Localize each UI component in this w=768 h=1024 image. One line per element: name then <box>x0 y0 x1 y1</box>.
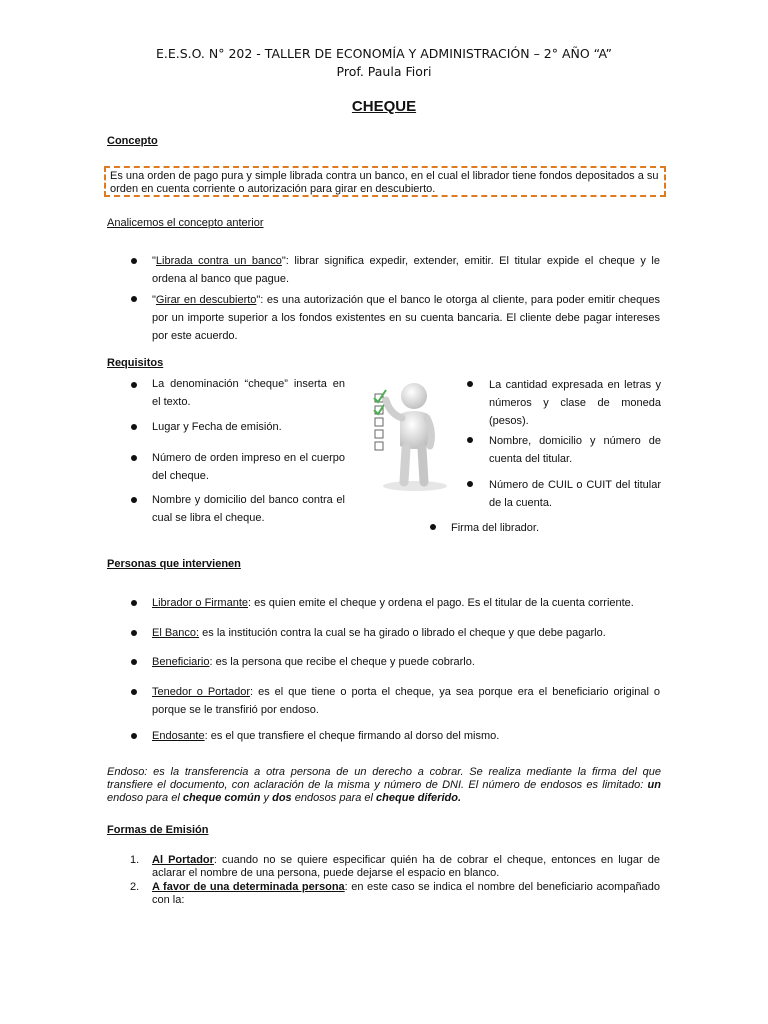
bullet <box>131 659 137 665</box>
requisito-right-1 <box>489 376 661 430</box>
analicemos-item-2: "Girar en descubierto": es una autorización que el banco le otorga al cliente, para poder emitir cheques por un importe superior a los fondos existentes en su cuenta bancaria. El cliente debe pagar intereses por este acuerdo. <box>152 294 660 342</box>
definition: : es quien emite el cheque y ordena el pago. Es el titular de la cuenta corriente. <box>248 597 634 609</box>
endoso-bold: un <box>647 779 661 791</box>
bullet <box>131 455 137 461</box>
forma-item-1 <box>152 854 660 880</box>
bullet <box>131 600 137 606</box>
term: Librada contra un banco <box>155 255 282 267</box>
requisito-left-3: Número de orden impreso en el cuerpo del cheque. <box>152 452 345 482</box>
endoso-bold: cheque común <box>182 792 261 804</box>
bullet <box>430 524 436 530</box>
bullet <box>131 733 137 739</box>
header-school-line: E.E.S.O. N° 202 - TALLER DE ECONOMÍA Y ADMINISTRACIÓN – 2° AÑO “A” <box>155 46 613 61</box>
bullet <box>131 689 137 695</box>
analicemos-item-1: "Librada contra un banco": librar significa expedir, extender, emitir. El titular expide el cheque y le ordena al banco que pague. <box>152 255 660 285</box>
term: El Banco: <box>152 627 200 639</box>
definition: : es el que tiene o porta el cheque, ya sea porque era el beneficiario original o porque se le transfirió por endoso. <box>152 686 661 716</box>
term: Endosante <box>152 730 205 742</box>
bullet <box>131 382 137 388</box>
forma-item-2 <box>152 881 660 907</box>
endoso-bold: dos <box>272 792 292 804</box>
bullet <box>131 497 137 503</box>
formas-heading: Formas de Emisión <box>107 824 209 836</box>
analicemos-heading: Analicemos el concepto anterior <box>107 217 264 229</box>
bullet <box>131 296 137 302</box>
endoso-paragraph <box>107 766 661 805</box>
requisito-right-2: Nombre, domicilio y número de cuenta del titular. <box>489 435 661 465</box>
definition: : es el que transfiere el cheque firmando al dorso del mismo. <box>204 730 500 742</box>
term: Al Portador <box>152 854 214 866</box>
term: Girar en descubierto <box>155 294 257 306</box>
definition: : en este caso se indica el nombre del beneficiario acompañado con la: <box>152 881 661 906</box>
concepto-heading: Concepto <box>107 135 158 147</box>
term: Tenedor o Portador <box>152 686 251 698</box>
requisito-left-4: Nombre y domicilio del banco contra el cual se libra el cheque. <box>152 494 345 524</box>
persona-item-5 <box>152 727 660 745</box>
definition: es la institución contra la cual se ha girado o librado el cheque y que debe pagarlo. <box>199 627 606 639</box>
person-checklist-icon <box>360 374 460 494</box>
requisitos-heading: Requisitos <box>107 357 164 369</box>
requisito-left-2: Lugar y Fecha de emisión. <box>152 421 282 433</box>
bullet <box>467 381 473 387</box>
list-number: 2. <box>130 881 140 893</box>
bullet <box>131 424 137 430</box>
definition: : cuando no se quiere especificar quién ha de cobrar el cheque, entonces en lugar de aclarar el nombre de una persona, puede dejarse el espacio en blanco. <box>152 854 660 879</box>
definition: ": es una autorización que el banco le otorga al cliente, para poder emitir cheques por un importe superior a los fondos existentes en su cuenta bancaria. El cliente debe pagar intereses por este acuerdo. <box>152 294 660 342</box>
endoso-text: Endoso: es la transferencia a otra persona de un derecho a cobrar. Se realiza mediante la firma del que transfiere el documento, con aclaración de la misma y número de DNI. El número de endosos es limitado: <box>107 766 661 791</box>
term: Librador o Firmante <box>152 597 248 609</box>
endoso-text: endosos para el <box>291 792 377 804</box>
persona-item-1 <box>152 594 660 612</box>
definition: ": librar significa expedir, extender, emitir. El titular expide el cheque y le ordena al banco que pague. <box>152 255 660 285</box>
page-title: CHEQUE <box>351 98 417 115</box>
requisito-right-3: Número de CUIL o CUIT del titular de la cuenta. <box>489 479 661 509</box>
requisito-last: Firma del librador. <box>451 522 540 534</box>
definition: : es la persona que recibe el cheque y puede cobrarlo. <box>209 656 475 668</box>
personas-heading: Personas que intervienen <box>107 558 241 570</box>
endoso-bold: cheque diferido. <box>376 792 462 804</box>
bullet <box>467 481 473 487</box>
requisito-right-1-text: La cantidad expresada en letras y números y clase de moneda (pesos). <box>489 379 661 427</box>
list-number: 1. <box>130 854 140 866</box>
endoso-text: endoso para el <box>107 792 183 804</box>
term: A favor de una determinada persona <box>152 881 345 893</box>
concepto-text: Es una orden de pago pura y simple librada contra un banco, en el cual el librador tiene fondos depositados a su orden en cuenta corriente o autorización para girar en descubierto. <box>110 170 659 195</box>
bullet <box>467 437 473 443</box>
requisito-left-1: La denominación “cheque” inserta en el texto. <box>152 378 345 408</box>
bullet <box>131 258 137 264</box>
persona-item-4 <box>152 683 660 719</box>
persona-item-2 <box>152 624 660 642</box>
endoso-text: y <box>260 792 273 804</box>
persona-item-3 <box>152 653 660 671</box>
term: Beneficiario <box>152 656 210 668</box>
concepto-box <box>104 166 666 197</box>
header-teacher-line: Prof. Paula Fiori <box>336 64 432 79</box>
bullet <box>131 630 137 636</box>
